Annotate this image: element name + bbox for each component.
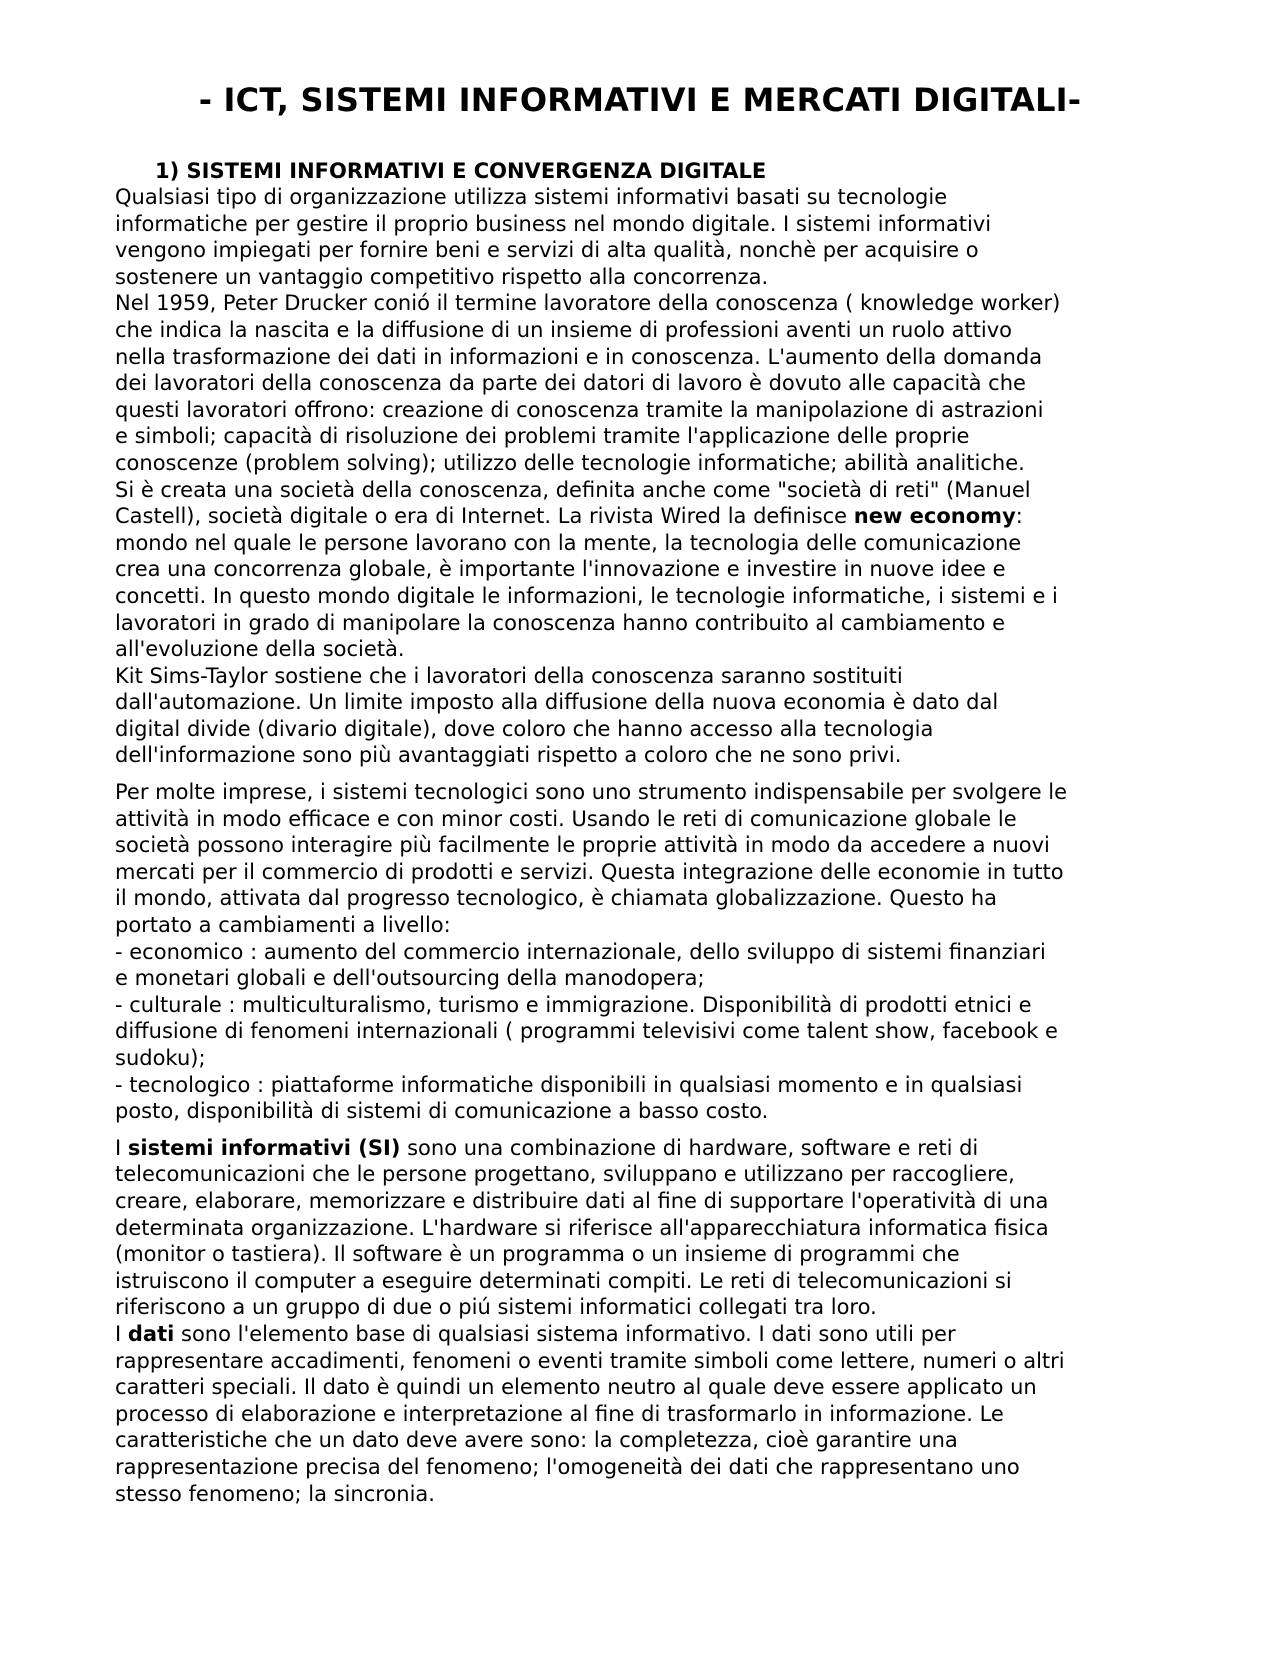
bold-term: sistemi informativi (SI): [127, 1135, 401, 1160]
document-page: [115, 80, 1165, 1507]
paragraph-digital-divide: Kit Sims-Taylor sostiene che i lavoratori della conoscenza saranno sostituiti dall'automazione. Un limite imposto alla diffusione della nuova economia è dato dal digital divide (divario digitale), dove coloro che hanno accesso alla tecnologia dell'informazione sono più avantaggiati rispetto a coloro che ne sono privi.: [115, 663, 999, 768]
paragraph-text: sono una combinazione di hardware, software e reti di telecomunicazioni che le persone progettano, sviluppano e utilizzano per raccogliere, creare, elaborare, memorizzare e distribuire dati al fine di supportare l'operatività di una determinata organizzazione. L'hardware si riferisce all'apparecchiatura informatica fisica (monitor o tastiera). Il software è un programma o un insieme di programmi che istruiscono il computer a eseguire determinati compiti. Le reti di telecomunicazioni si riferiscono a un gruppo di due o piú sistemi informatici collegati tra loro.: [115, 1135, 1049, 1320]
paragraph-sistemi-informativi: [115, 1135, 1165, 1321]
paragraph-knowledge-worker: Nel 1959, Peter Drucker conió il termine lavoratore della conoscenza ( knowledge worker) che indica la nascita e la diffusione di un insieme di professioni aventi un ruolo attivo nella trasformazione dei dati in informazioni e in conoscenza. L'aumento della domanda dei lavoratori della conoscenza da parte dei datori di lavoro è dovuto alle capacità che questi lavoratori offrono: creazione di conoscenza tramite la manipolazione di astrazioni e simboli; capacità di risoluzione dei problemi tramite l'applicazione delle proprie conoscenze (problem solving); utilizzo delle tecnologie informatiche; abilità analitiche.: [115, 291, 1061, 475]
bold-term: new economy: [853, 504, 1016, 529]
list-item-tecnologico: - tecnologico : piattaforme informatiche disponibili in qualsiasi momento e in qualsiasi posto, disponibilità di sistemi di comunicazione a basso costo.: [115, 1072, 1023, 1124]
paragraph-gap: [115, 1125, 1165, 1135]
document-title: - ICT, SISTEMI INFORMATIVI E MERCATI DIGITALI-: [198, 81, 1082, 119]
paragraph-text: I: [115, 1321, 128, 1346]
paragraph-dati: [115, 1321, 1165, 1507]
bold-term: dati: [127, 1321, 175, 1346]
paragraph-text: I: [115, 1135, 128, 1160]
paragraph-intro: Qualsiasi tipo di organizzazione utilizza sistemi informativi basati su tecnologie informatiche per gestire il proprio business nel mondo digitale. I sistemi informativi vengono impiegati per fornire beni e servizi di alta qualità, nonchè per acquisire o sostenere un vantaggio competitivo rispetto alla concorrenza.: [115, 185, 992, 289]
section-heading: 1) SISTEMI INFORMATIVI E CONVERGENZA DIGITALE: [155, 159, 767, 183]
list-item-culturale: - culturale : multiculturalismo, turismo e immigrazione. Disponibilità di prodotti etnici e diffusione di fenomeni internazionali ( programmi televisivi come talent show, facebook e sudoku);: [115, 992, 1058, 1070]
paragraph-text: : mondo nel quale le persone lavorano con la mente, la tecnologia delle comunicazione crea una concorrenza globale, è importante l'innovazione e investire in nuove idee e concetti. In questo mondo digitale le informazioni, le tecnologie informatiche, i sistemi e i lavoratori in grado di manipolare la conoscenza hanno contribuito al cambiamento e all'evoluzione della società.: [115, 504, 1058, 662]
paragraph-globalization: Per molte imprese, i sistemi tecnologici sono uno strumento indispensabile per svolgere le attività in modo efficace e con minor costi. Usando le reti di comunicazione globale le società possono interagire più facilmente le proprie attività in modo da accedere a nuovi mercati per il commercio di prodotti e servizi. Questa integrazione delle economie in tutto il mondo, attivata dal progresso tecnologico, è chiamata globalizzazione. Questo ha portato a cambiamenti a livello:: [115, 780, 1068, 938]
list-item-economico: - economico : aumento del commercio internazionale, dello sviluppo di sistemi finanziari e monetari globali e dell'outsourcing della manodopera;: [115, 939, 1046, 991]
paragraph-text: Si è creata una società della conoscenza, definita anche come "società di reti" (Manuel Castell), società digitale o era di Internet. La rivista Wired la definisce: [115, 477, 1031, 529]
paragraph-new-economy: [115, 477, 1165, 663]
paragraph-text: sono l'elemento base di qualsiasi sistema informativo. I dati sono utili per rappresentare accadimenti, fenomeni o eventi tramite simboli come lettere, numeri o altri caratteri speciali. Il dato è quindi un elemento neutro al quale deve essere applicato un processo di elaborazione e interpretazione al fine di trasformarlo in informazione. Le caratteristiche che un dato deve avere sono: la completezza, cioè garantire una rappresentazione precisa del fenomeno; l'omogeneità dei dati che rappresentano uno stesso fenomeno; la sincronia.: [115, 1321, 1065, 1506]
paragraph-gap: [115, 769, 1165, 779]
